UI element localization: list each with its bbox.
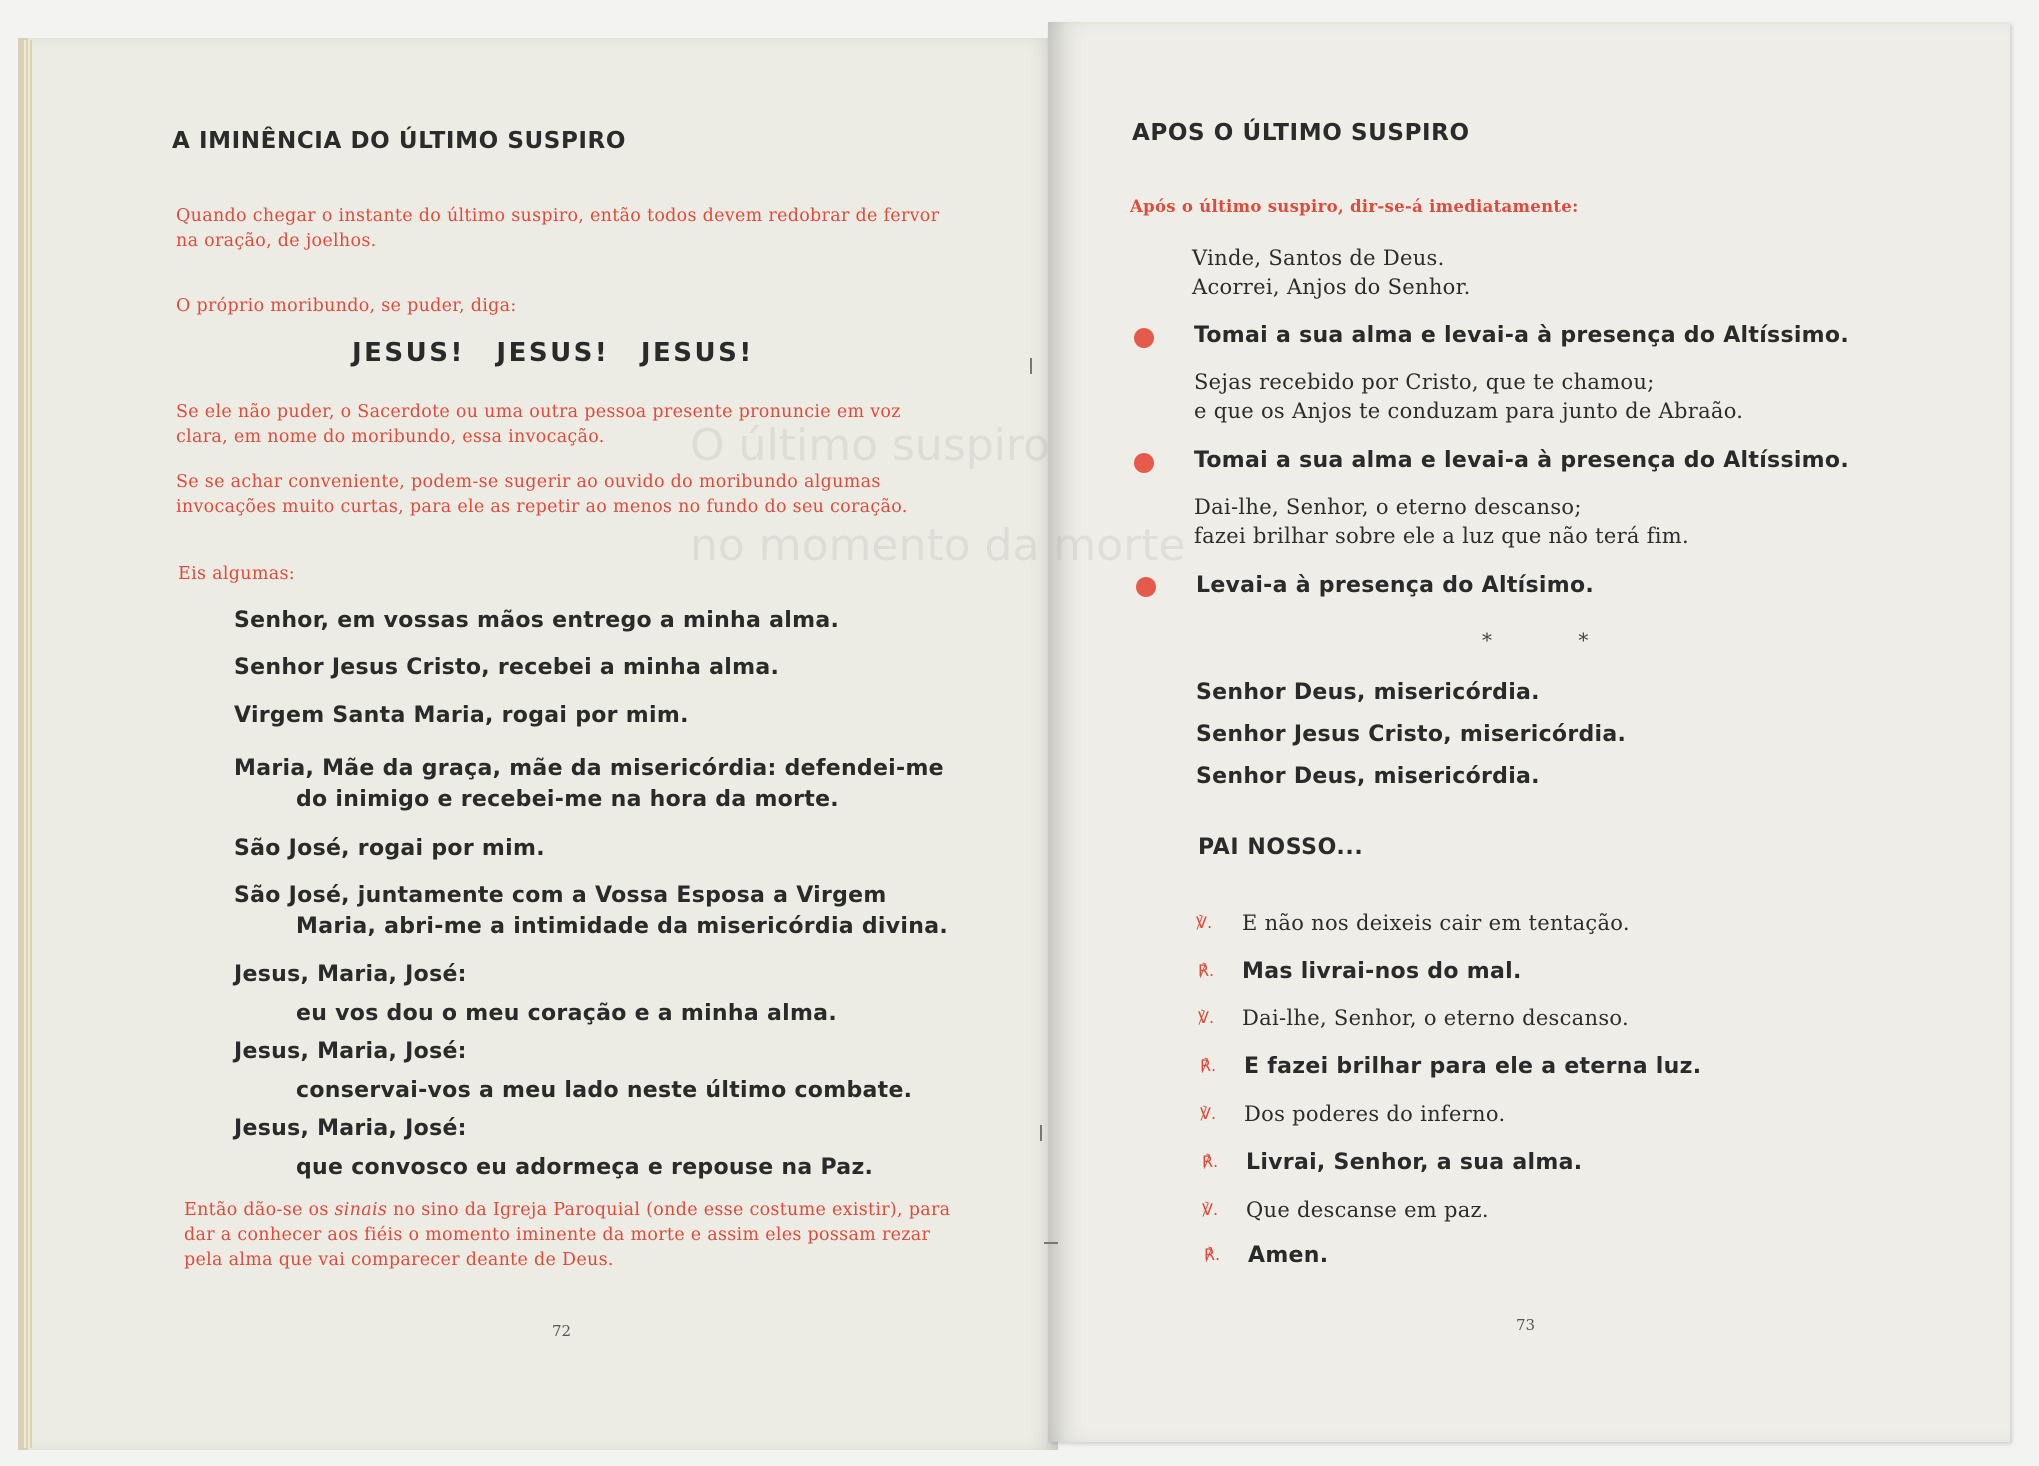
right-intro-rubric: Após o último suspiro, dir-se-á imediatamente:: [1130, 197, 1579, 216]
response-dot-icon: [1134, 453, 1154, 473]
dai-line-2: fazei brilhar sobre ele a luz que não terá fim.: [1194, 524, 1689, 548]
sejas-block: [1194, 368, 1743, 426]
invocation-1: Senhor, em vossas mãos entrego a minha alma.: [234, 608, 840, 633]
jesus-invocation: JESUS! JESUS! JESUS!: [352, 338, 754, 368]
invocation-8-line-2: conservai-vos a meu lado neste último combate.: [296, 1078, 913, 1103]
gutter-mark: [1044, 1242, 1058, 1244]
versicle-mark: ℣.: [1198, 1008, 1215, 1027]
invocation-9: [234, 1113, 994, 1183]
litany-response-4: Amen.: [1248, 1243, 1329, 1268]
tomai-response-2: Tomai a sua alma e levai-a à presença do Altíssimo.: [1194, 448, 1849, 473]
invocation-9-line-2: que convosco eu adormeça e repouse na Paz.: [296, 1155, 874, 1180]
page-number-left: 72: [552, 1322, 572, 1340]
dai-block: [1194, 493, 1689, 551]
litany-versicle-1: E não nos deixeis cair em tentação.: [1242, 911, 1630, 935]
sinais-rubric-end: no sino da Igreja Paroquial (onde esse costume existir), para dar a conhecer aos fiéis o momento iminente da morte e assim eles possam rezar pela alma que vai comparecer deante de Deus.: [184, 1200, 951, 1270]
levai-response: Levai-a à presença do Altísimo.: [1196, 573, 1595, 598]
invocation-6-line-1: São José, juntamente com a Vossa Esposa a Virgem: [234, 883, 887, 908]
invocation-2: Senhor Jesus Cristo, recebei a minha alma.: [234, 655, 780, 680]
pai-nosso-heading: PAI NOSSO...: [1198, 835, 1364, 860]
invocation-6: [234, 880, 994, 942]
show-through-text: O último suspiro: [690, 420, 1050, 471]
invocation-7-line-1: Jesus, Maria, José:: [234, 962, 467, 987]
sacerdote-rubric: Se ele não puder, o Sacerdote ou uma outra pessoa presente pronuncie em voz clara, em nome do moribundo, essa invocação.: [176, 402, 901, 447]
versicle-mark: ℣.: [1196, 913, 1213, 932]
show-through-text: no momento da morte: [690, 520, 1186, 571]
response-mark: ℟.: [1200, 1056, 1217, 1075]
intro-rubric: Quando chegar o instante do último suspiro, então todos devem redobrar de fervor na oração, de joelhos.: [176, 206, 940, 251]
response-dot-icon: [1134, 328, 1154, 348]
litany-versicle-4: Que descanse em paz.: [1246, 1198, 1489, 1222]
moribundo-rubric: O próprio moribundo, se puder, diga:: [176, 296, 517, 316]
invocation-4: [234, 753, 994, 815]
litany-versicle-3: Dos poderes do inferno.: [1244, 1102, 1506, 1126]
sinais-rubric: [184, 1198, 954, 1273]
invocation-4-line-2: do inimigo e recebei-me na hora da morte.: [296, 787, 839, 812]
misericordia-line-1: Senhor Deus, misericórdia.: [1196, 680, 1540, 705]
eis-algumas-rubric: Eis algumas:: [178, 564, 295, 584]
tomai-response-1: Tomai a sua alma e levai-a à presença do Altíssimo.: [1194, 323, 1849, 348]
versicle-mark: ℣.: [1202, 1200, 1219, 1219]
invocation-3: Virgem Santa Maria, rogai por mim.: [234, 703, 689, 728]
right-page-title: APOS O ÚLTIMO SUSPIRO: [1132, 120, 1470, 146]
invocation-4-line-1: Maria, Mãe da graça, mãe da misericórdia: defendei-me: [234, 756, 944, 781]
vinde-line-2: Acorrei, Anjos do Senhor.: [1192, 275, 1471, 299]
conveniente-rubric: Se se achar conveniente, podem-se sugerir ao ouvido do moribundo algumas invocações muito curtas, para ele as repetir ao menos no fundo do seu coração.: [176, 472, 908, 517]
invocation-7: [234, 959, 994, 1029]
litany-response-2: E fazei brilhar para ele a eterna luz.: [1244, 1054, 1702, 1079]
misericordia-block: [1196, 672, 1626, 798]
response-mark: ℟.: [1202, 1152, 1219, 1171]
misericordia-line-2: Senhor Jesus Cristo, misericórdia.: [1196, 722, 1627, 747]
dai-line-1: Dai-lhe, Senhor, o eterno descanso;: [1194, 495, 1582, 519]
response-dot-icon: [1136, 577, 1156, 597]
response-mark: ℟.: [1198, 961, 1215, 980]
invocation-6-line-2: Maria, abri-me a intimidade da misericórdia divina.: [296, 914, 949, 939]
misericordia-line-3: Senhor Deus, misericórdia.: [1196, 764, 1540, 789]
invocation-9-line-1: Jesus, Maria, José:: [234, 1116, 467, 1141]
gutter-mark: [1030, 358, 1032, 374]
response-mark: ℟.: [1204, 1245, 1221, 1264]
vinde-block: [1192, 244, 1471, 302]
vinde-line-1: Vinde, Santos de Deus.: [1192, 246, 1445, 270]
page-number-right: 73: [1516, 1316, 1536, 1334]
invocation-8: [234, 1036, 994, 1106]
invocation-5: São José, rogai por mim.: [234, 836, 545, 861]
gutter-mark: [1040, 1125, 1042, 1141]
litany-response-3: Livrai, Senhor, a sua alma.: [1246, 1150, 1583, 1175]
sinais-rubric-start: Então dão-se os: [184, 1200, 335, 1220]
left-page-title: A IMINÊNCIA DO ÚLTIMO SUSPIRO: [172, 128, 627, 154]
versicle-mark: ℣.: [1200, 1104, 1217, 1123]
section-asterisks: * *: [1482, 628, 1629, 652]
litany-response-1: Mas livrai-nos do mal.: [1242, 959, 1522, 984]
invocation-8-line-1: Jesus, Maria, José:: [234, 1039, 467, 1064]
invocation-7-line-2: eu vos dou o meu coração e a minha alma.: [296, 1001, 837, 1026]
sinais-word: sinais: [334, 1200, 388, 1220]
litany-versicle-2: Dai-lhe, Senhor, o eterno descanso.: [1242, 1006, 1629, 1030]
sejas-line-1: Sejas recebido por Cristo, que te chamou;: [1194, 370, 1655, 394]
sejas-line-2: e que os Anjos te conduzam para junto de Abraão.: [1194, 399, 1744, 423]
page-edges: [22, 40, 32, 1448]
